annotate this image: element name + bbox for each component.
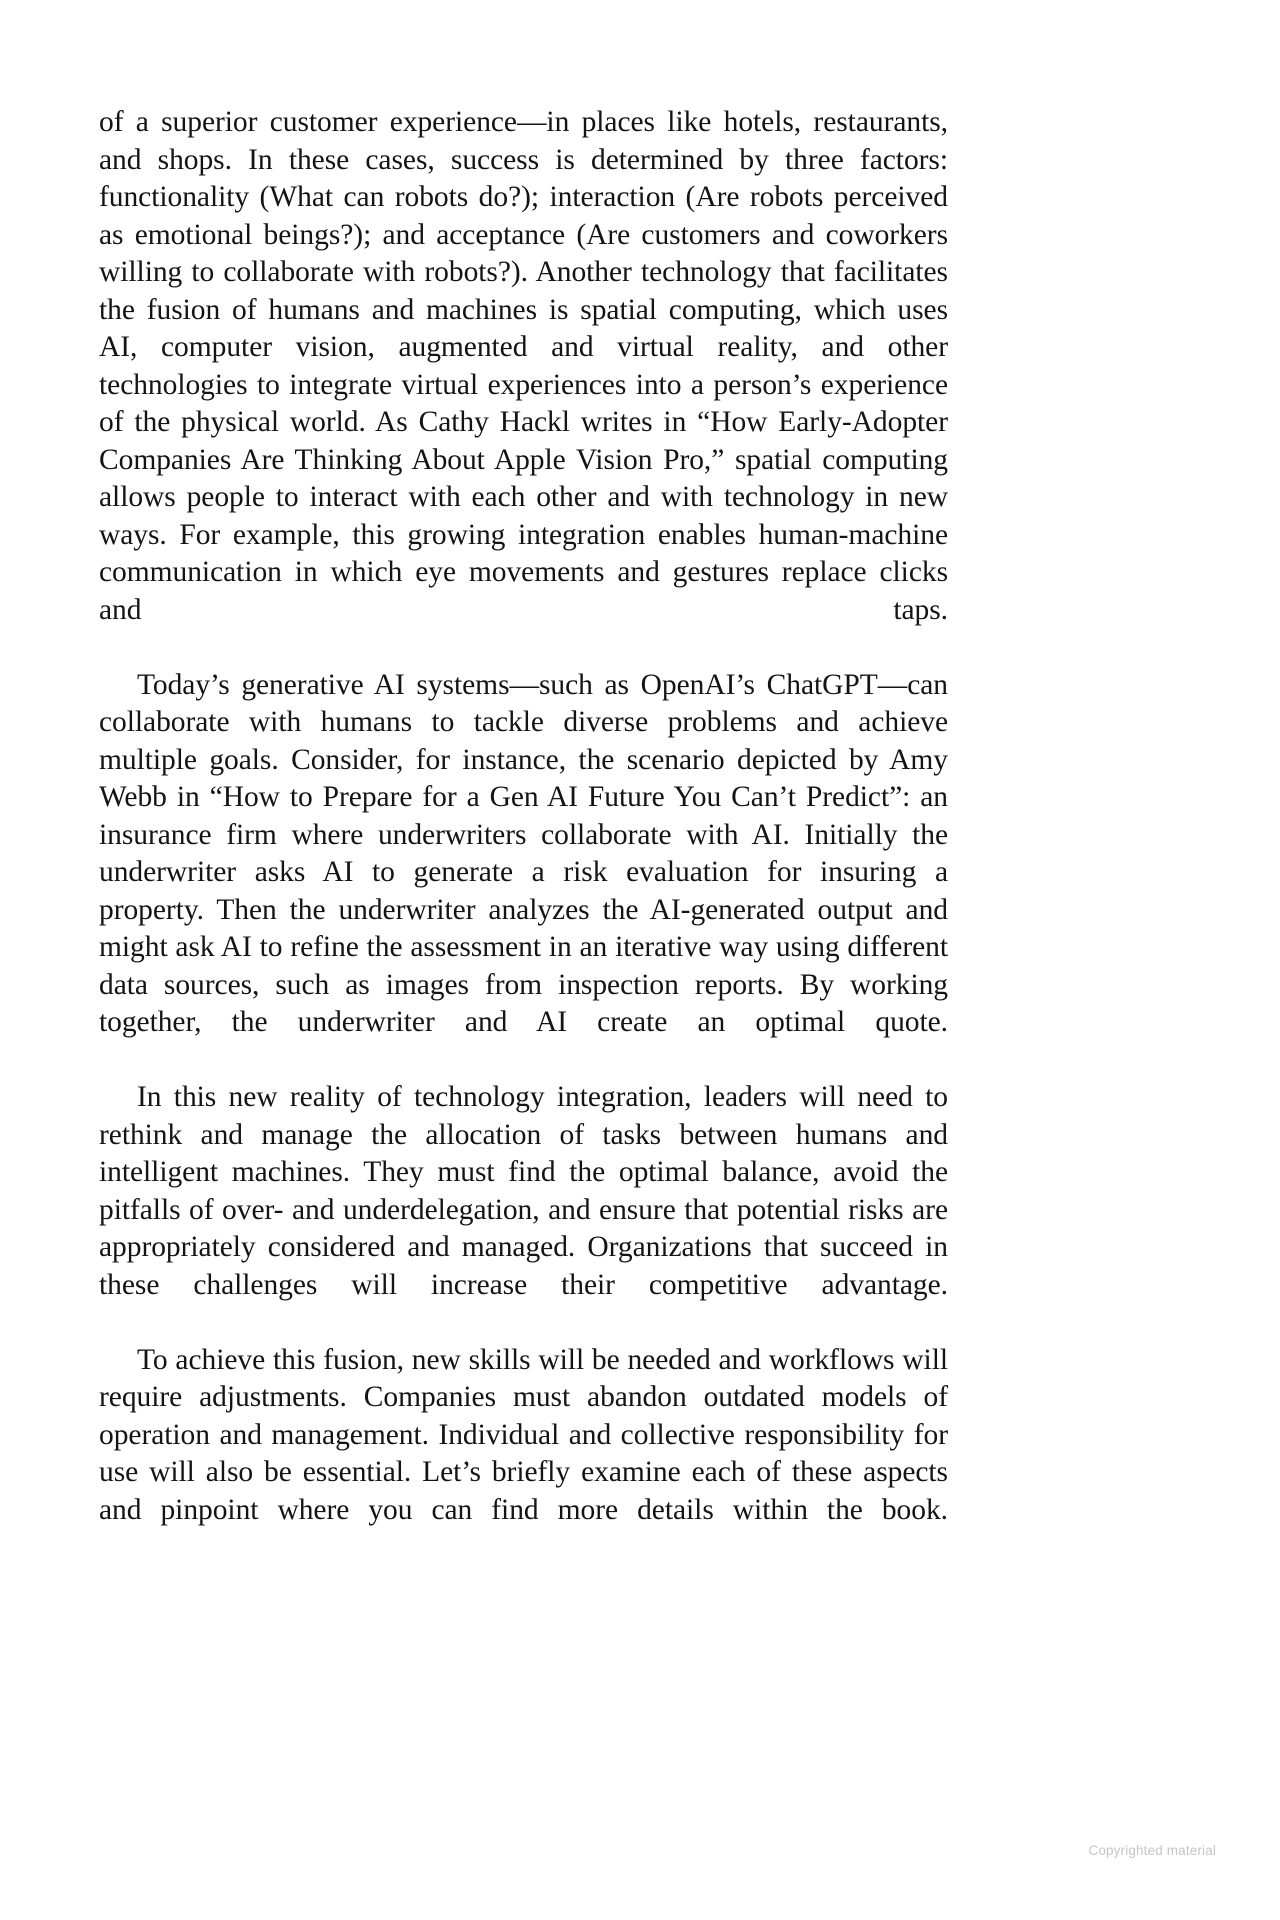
copyright-watermark: Copyrighted material [1088, 1843, 1216, 1858]
body-text-column [99, 104, 948, 1567]
paragraph-2: Today’s generative AI systems—such as OpenAI’s ChatGPT—can collaborate with humans to tackle diverse problems and achieve multiple goals. Consider, for instance, the scenario depicted by Amy Webb in “How to Prepare for a Gen AI Future You Can’t Predict”: an insurance firm where underwriters collaborate with AI. Initially the underwriter asks AI to generate a risk evaluation for insuring a property. Then the underwriter analyzes the AI-generated output and might ask AI to refine the assessment in an iterative way using different data sources, such as images from inspection reports. By working together, the underwriter and AI create an optimal quote. [99, 668, 948, 1038]
paragraph-4: To achieve this fusion, new skills will be needed and workflows will require adjustments. Companies must abandon outdated models of operation and management. Individual and collective responsibility for use will also be essential. Let’s briefly examine each of these aspects and pinpoint where you can find more details within the book. [99, 1343, 948, 1526]
paragraph-3: In this new reality of technology integration, leaders will need to rethink and manage the allocation of tasks between humans and intelligent machines. They must find the optimal balance, avoid the pitfalls of over- and underdelegation, and ensure that potential risks are appropriately considered and managed. Organizations that succeed in these challenges will increase their competitive advantage. [99, 1081, 948, 1301]
paragraph-1: of a superior customer experience—in places like hotels, restaurants, and shops. In these cases, success is determined by three factors: functionality (What can robots do?); interaction (Are robots perceived as emotional beings?); and acceptance (Are customers and coworkers willing to collaborate with robots?). Another technology that facilitates the fusion of humans and machines is spatial computing, which uses AI, computer vision, augmented and virtual reality, and other technologies to integrate virtual experiences into a person’s experience of the physical world. As Cathy Hackl writes in “How Early-Adopter Companies Are Thinking About Apple Vision Pro,” spatial computing allows people to interact with each other and with technology in new ways. For example, this growing integration enables human-machine communication in which eye movements and gestures replace clicks and taps. [99, 106, 948, 626]
